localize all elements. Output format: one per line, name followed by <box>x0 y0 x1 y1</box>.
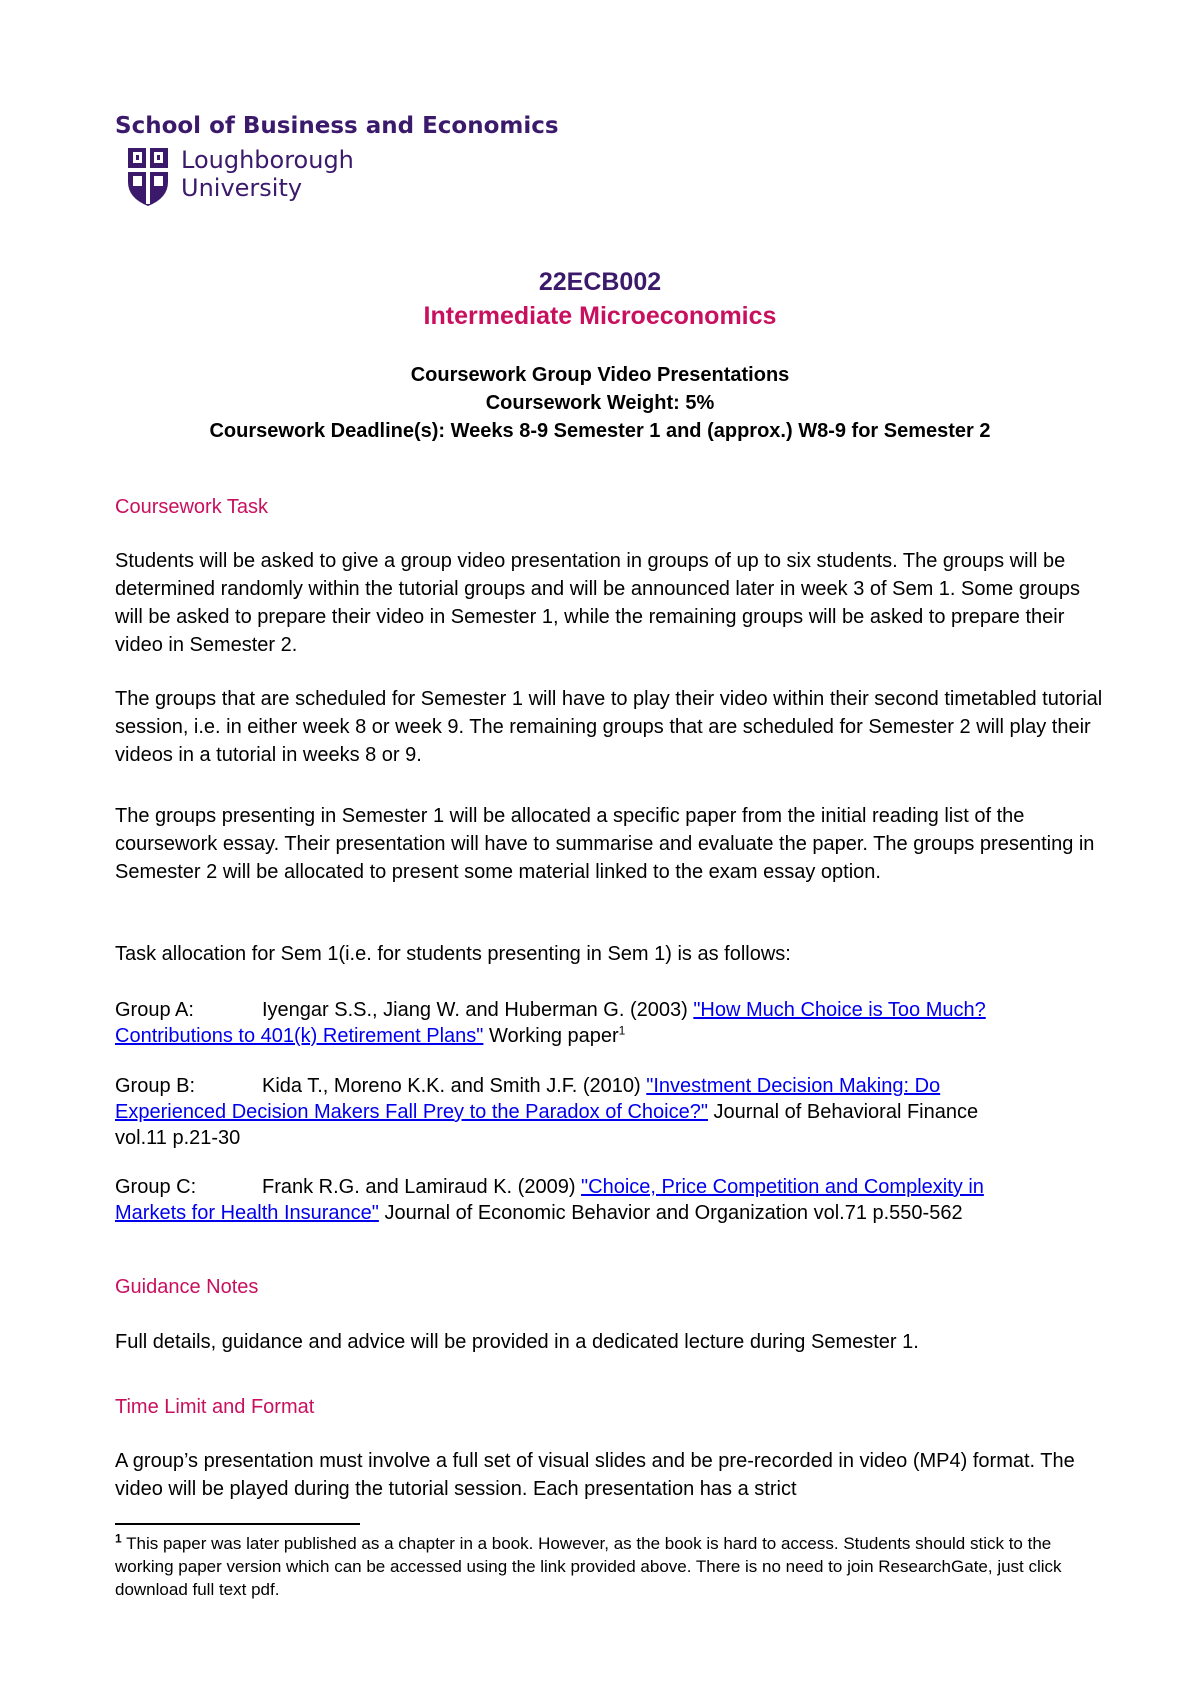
university-wordmark <box>181 146 354 202</box>
wordmark-line-1: Loughborough <box>181 146 354 174</box>
group-source: Journal of Economic Behavior and Organization vol.71 p.550-562 <box>378 1202 963 1224</box>
group-a-entry <box>115 997 1105 1049</box>
footnote-text: This paper was later published as a chapter in a book. However, as the book is hard to access. Students should stick to the working paper version which can be accessed using the link provided above. There is no need to join ResearchGate, just click download full text pdf. <box>115 1534 1062 1599</box>
footnote-marker: 1 <box>115 1531 122 1546</box>
group-source: Working paper <box>483 1025 619 1047</box>
group-label: Group C: <box>115 1176 197 1198</box>
task-paragraph-3: The groups presenting in Semester 1 will be allocated a specific paper from the initial reading list of the coursework essay. Their presentation will have to summarise and evaluate the paper. The groups presenting in Semester 2 will be allocated to present some material linked to the exam essay option. <box>115 805 1095 883</box>
group-label: Group A: <box>115 999 194 1021</box>
paper-link-part-2[interactable]: Contributions to 401(k) Retirement Plans" <box>115 1025 484 1047</box>
task-allocation-intro: Task allocation for Sem 1(i.e. for students presenting in Sem 1) is as follows: <box>115 943 791 965</box>
paper-link-part-1[interactable]: "Choice, Price Competition and Complexity in <box>581 1176 984 1198</box>
section-heading-guidance: Guidance Notes <box>115 1276 259 1298</box>
paper-link-part-2[interactable]: Experienced Decision Makers Fall Prey to the Paradox of Choice?" <box>115 1101 708 1123</box>
coursework-title: Coursework Group Video Presentations <box>410 364 790 386</box>
university-logo <box>126 146 386 210</box>
guidance-text: Full details, guidance and advice will be provided in a dedicated lecture during Semester 1. <box>115 1331 919 1353</box>
module-title: Intermediate Microeconomics <box>423 302 777 330</box>
section-heading-task: Coursework Task <box>115 496 269 518</box>
school-name: School of Business and Economics <box>115 113 559 139</box>
footnote-divider <box>115 1523 360 1525</box>
paper-link-part-1[interactable]: "Investment Decision Making: Do <box>646 1075 941 1097</box>
wordmark-line-2: University <box>181 174 303 202</box>
group-label: Group B: <box>115 1075 196 1097</box>
footnote-ref[interactable]: 1 <box>618 1023 626 1038</box>
task-paragraph-2: The groups that are scheduled for Semester 1 will have to play their video within their second timetabled tutorial session, i.e. in either week 8 or week 9. The remaining groups that are scheduled for Semester 2 will play their videos in a tutorial in weeks 8 or 9. <box>115 688 1103 766</box>
module-code: 22ECB002 <box>538 268 662 296</box>
coursework-weight: Coursework Weight: 5% <box>485 392 715 414</box>
time-limit-text: A group’s presentation must involve a full set of visual slides and be pre-recorded in video (MP4) format. The video will be played during the tutorial session. Each presentation has a strict <box>115 1450 1075 1500</box>
coursework-deadline: Coursework Deadline(s): Weeks 8-9 Semester 1 and (approx.) W8-9 for Semester 2 <box>209 420 991 442</box>
paper-link-part-2[interactable]: Markets for Health Insurance" <box>115 1202 379 1224</box>
paper-link-part-1[interactable]: "How Much Choice is Too Much? <box>693 999 986 1021</box>
footnote <box>115 1532 1105 1601</box>
group-authors: Kida T., Moreno K.K. and Smith J.F. (2010) <box>262 1075 647 1097</box>
section-heading-time-limit: Time Limit and Format <box>115 1396 315 1418</box>
university-crest-icon <box>126 146 170 208</box>
group-source: Journal of Behavioral Finance <box>707 1101 979 1123</box>
group-b-entry <box>115 1073 1105 1151</box>
group-authors: Iyengar S.S., Jiang W. and Huberman G. (2003) <box>262 999 694 1021</box>
group-c-entry <box>115 1174 1105 1226</box>
group-authors: Frank R.G. and Lamiraud K. (2009) <box>262 1176 582 1198</box>
group-source-volume: vol.11 p.21-30 <box>115 1127 241 1149</box>
task-paragraph-1: Students will be asked to give a group video presentation in groups of up to six students. The groups will be determined randomly within the tutorial groups and will be announced later in week 3 of Sem 1. Some groups will be asked to prepare their video in Semester 1, while the remaining groups will be asked to prepare their video in Semester 2. <box>115 550 1080 656</box>
